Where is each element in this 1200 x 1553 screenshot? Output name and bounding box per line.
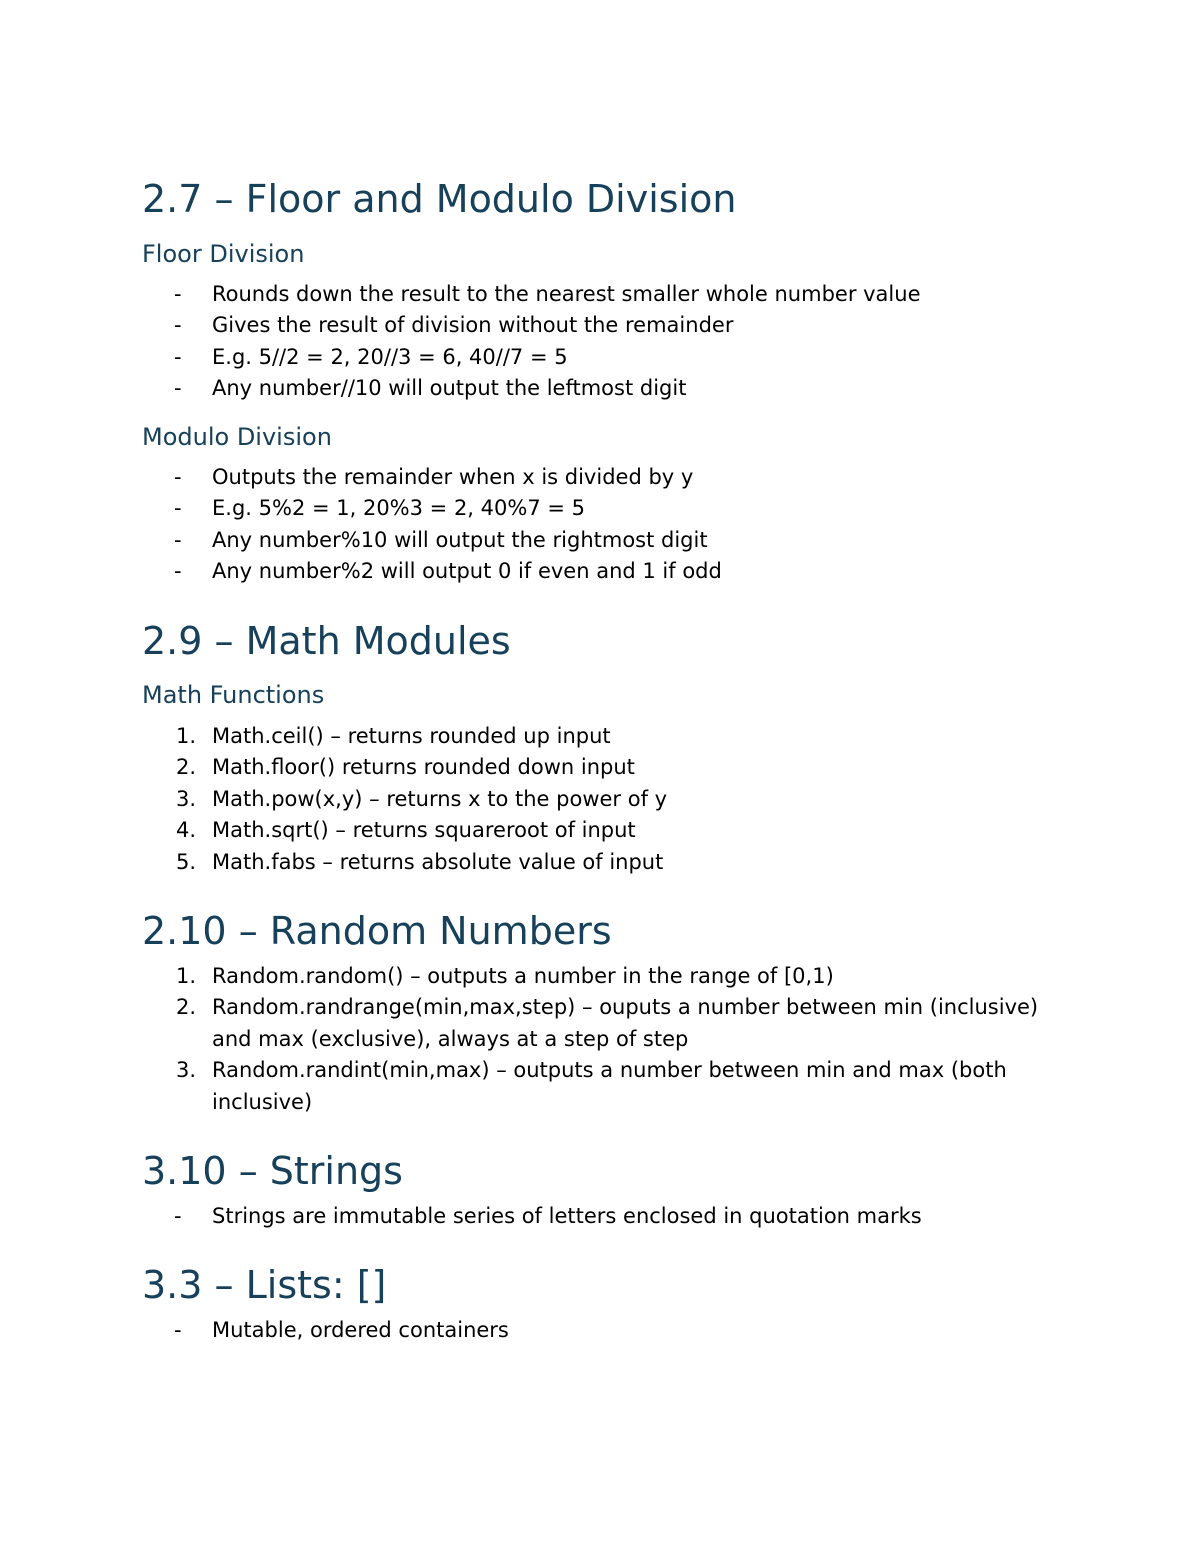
dash-marker: - — [174, 527, 182, 552]
list-item — [142, 1315, 1062, 1347]
bullet-list — [142, 1315, 1062, 1347]
list-item-text: Random.randrange(min,max,step) – ouputs a number between min (inclusive) and max (exclusive), always at a step of step — [212, 995, 1039, 1051]
dash-marker: - — [174, 1317, 182, 1342]
dash-marker: - — [174, 559, 182, 584]
list-item-text: Math.pow(x,y) – returns x to the power of y — [212, 786, 668, 811]
numbered-list — [142, 961, 1062, 1119]
list-item — [142, 342, 1062, 374]
bullet-list — [142, 462, 1062, 588]
list-item — [142, 752, 1062, 784]
subsection-title: Math Functions — [142, 681, 325, 710]
list-item — [142, 721, 1062, 753]
list-item — [142, 279, 1062, 311]
number-marker: 1. — [176, 723, 197, 748]
section-heading: 2.7 – Floor and Modulo Division — [142, 177, 737, 221]
list-item — [142, 847, 1062, 879]
number-marker: 4. — [176, 818, 197, 843]
list-item — [142, 1055, 1062, 1118]
list-item — [142, 493, 1062, 525]
list-item-text: Gives the result of division without the remainder — [212, 313, 734, 338]
list-item — [142, 961, 1062, 993]
section-heading: 2.9 – Math Modules — [142, 618, 511, 663]
list-item-text: Math.fabs – returns absolute value of input — [212, 849, 664, 874]
section-heading: 3.10 – Strings — [142, 1149, 403, 1194]
list-item-text: Any number%2 will output 0 if even and 1 if odd — [212, 559, 722, 584]
dash-marker: - — [174, 313, 182, 338]
dash-marker: - — [174, 376, 182, 401]
list-item — [142, 784, 1062, 816]
list-item-text: Math.floor() returns rounded down input — [212, 755, 635, 780]
number-marker: 3. — [176, 1058, 197, 1083]
list-item-text: Random.randint(min,max) – outputs a number between min and max (both inclusive) — [212, 1058, 1007, 1114]
subsection-title: Floor Division — [142, 239, 305, 268]
list-item — [142, 992, 1062, 1055]
list-item — [142, 525, 1062, 557]
section-heading: 3.3 – Lists: [] — [142, 1263, 387, 1308]
list-item-text: Any number//10 will output the leftmost digit — [212, 376, 687, 401]
number-marker: 2. — [176, 995, 197, 1020]
list-item-text: Outputs the remainder when x is divided by y — [212, 464, 694, 489]
list-item-text: E.g. 5%2 = 1, 20%3 = 2, 40%7 = 5 — [212, 496, 585, 521]
list-item-text: Random.random() – outputs a number in the range of [0,1) — [212, 963, 834, 988]
list-item — [142, 1201, 1062, 1233]
dash-marker: - — [174, 281, 182, 306]
document-page — [142, 176, 1062, 1346]
number-marker: 5. — [176, 849, 197, 874]
list-item-text: Mutable, ordered containers — [212, 1317, 509, 1342]
list-item-text: Any number%10 will output the rightmost digit — [212, 527, 708, 552]
list-item-text: Math.ceil() – returns rounded up input — [212, 723, 611, 748]
section-heading: 2.10 – Random Numbers — [142, 909, 612, 954]
list-item — [142, 815, 1062, 847]
bullet-list — [142, 279, 1062, 405]
list-item — [142, 556, 1062, 588]
list-item — [142, 462, 1062, 494]
list-item-text: Math.sqrt() – returns squareroot of input — [212, 818, 636, 843]
dash-marker: - — [174, 1203, 182, 1228]
list-item-text: Rounds down the result to the nearest smaller whole number value — [212, 281, 921, 306]
dash-marker: - — [174, 344, 182, 369]
bullet-list — [142, 1201, 1062, 1233]
numbered-list — [142, 721, 1062, 879]
number-marker: 1. — [176, 963, 197, 988]
dash-marker: - — [174, 496, 182, 521]
list-item-text: E.g. 5//2 = 2, 20//3 = 6, 40//7 = 5 — [212, 344, 568, 369]
list-item — [142, 373, 1062, 405]
subsection-title: Modulo Division — [142, 422, 332, 451]
number-marker: 3. — [176, 786, 197, 811]
number-marker: 2. — [176, 755, 197, 780]
list-item — [142, 310, 1062, 342]
list-item-text: Strings are immutable series of letters enclosed in quotation marks — [212, 1203, 922, 1228]
dash-marker: - — [174, 464, 182, 489]
